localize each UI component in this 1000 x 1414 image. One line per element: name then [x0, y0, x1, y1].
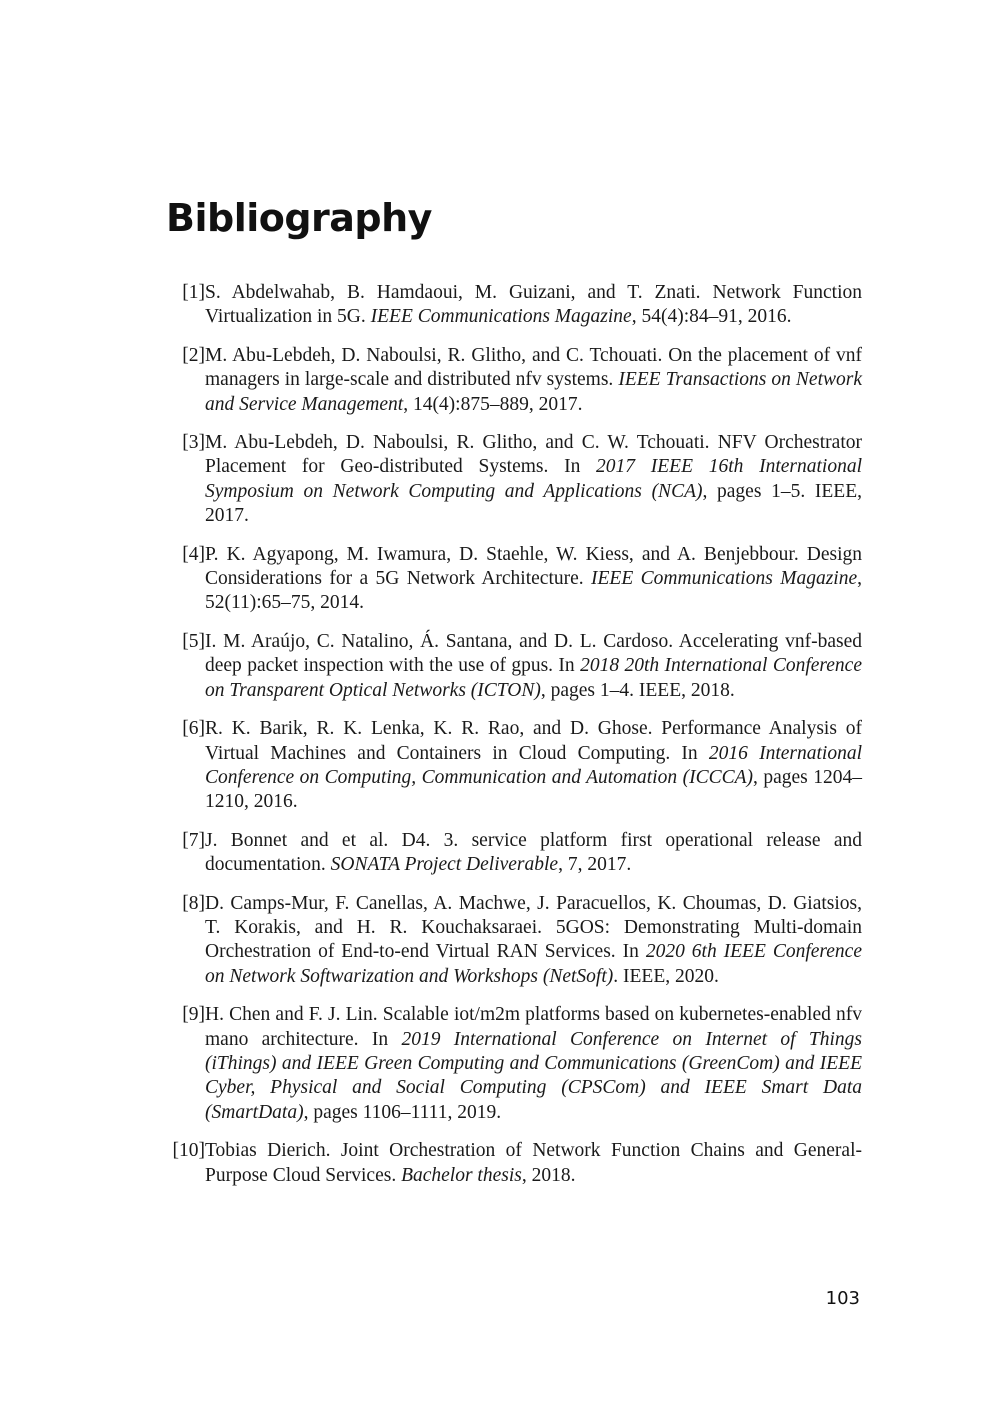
reference-entry — [160, 717, 862, 815]
reference-details: , pages 1–4. IEEE, 2018. — [540, 679, 735, 701]
reference-venue: 2017 IEEE 16th International Symposium on Network Computing and Applications (NCA) — [205, 456, 862, 502]
reference-number: [3] — [182, 432, 205, 454]
reference-authors-title: Tobias Dierich. Joint Orchestration of Network Function Chains and General-Purpose Cloud Services. — [205, 1140, 862, 1186]
bibliography-list — [160, 281, 862, 1202]
reference-details: , pages 1106–1111, 2019. — [303, 1101, 502, 1123]
reference-number: [8] — [182, 892, 205, 914]
reference-number: [1] — [182, 282, 205, 303]
reference-authors-title: M. Abu-Lebdeh, D. Naboulsi, R. Glitho, and C. W. Tchouati. NFV Orchestrator Placement for Geo-distributed Systems. In — [205, 432, 862, 478]
reference-details: , pages 1–5. IEEE, 2017. — [205, 480, 862, 527]
reference-text — [205, 829, 862, 878]
reference-entry — [160, 344, 862, 417]
reference-details: , 2018. — [521, 1164, 576, 1186]
reference-text — [205, 717, 862, 815]
reference-entry — [160, 1139, 862, 1188]
reference-venue: 2016 International Conference on Computing, Communication and Automation (ICCCA) — [205, 742, 862, 788]
reference-details: , 14(4):875–889, 2017. — [403, 393, 583, 415]
reference-number: [5] — [182, 630, 205, 652]
reference-authors-title: J. Bonnet and et al. D4. 3. service platform first operational release and documentation. — [205, 829, 862, 876]
reference-authors-title: R. K. Barik, R. K. Lenka, K. R. Rao, and D. Ghose. Performance Analysis of Virtual Machines and Containers in Cloud Computing. In — [205, 718, 862, 764]
reference-text — [205, 892, 862, 990]
reference-entry — [160, 892, 862, 990]
page-title: Bibliography — [166, 196, 432, 240]
reference-venue: 2020 6th IEEE Conference on Network Softwarization and Workshops (NetSoft) — [205, 941, 862, 987]
reference-text — [205, 344, 862, 417]
reference-venue: IEEE Communications Magazine — [591, 568, 858, 590]
reference-authors-title: M. Abu-Lebdeh, D. Naboulsi, R. Glitho, and C. Tchouati. On the placement of vnf managers in large-scale and distributed nfv systems. — [205, 344, 862, 391]
reference-entry — [160, 431, 862, 529]
reference-authors-title: P. K. Agyapong, M. Iwamura, D. Staehle, W. Kiess, and A. Benjebbour. Design Considerations for a 5G Network Architecture. — [205, 543, 862, 590]
page-number: 103 — [825, 1288, 860, 1309]
reference-number: [9] — [182, 1004, 205, 1026]
reference-entry — [160, 630, 862, 703]
reference-venue: IEEE Transactions on Network and Service Management — [205, 369, 863, 415]
reference-venue: SONATA Project Deliverable — [330, 854, 559, 876]
reference-authors-title: D. Camps-Mur, F. Canellas, A. Machwe, J. Paracuellos, K. Choumas, D. Giatsios, T. Korakis, and H. R. Kouchaksaraei. 5GOS: Demonstrating Multi-domain Orchestration of End-to-end Virtual RAN Services. In — [205, 892, 862, 963]
reference-details: , pages 1204–1210, 2016. — [205, 766, 862, 813]
reference-text — [205, 1003, 862, 1125]
reference-text — [205, 281, 862, 330]
reference-entry — [160, 281, 862, 330]
reference-venue: Bachelor thesis — [401, 1164, 522, 1186]
reference-details: , 52(11):65–75, 2014. — [205, 568, 862, 614]
reference-details: , 7, 2017. — [558, 854, 632, 876]
reference-venue: 2019 International Conference on Internet of Things (iThings) and IEEE Green Computing and Communications (GreenCom) and IEEE Cyber, Physical and Social Computing (CPSCom) and IEEE Smart Data (SmartData) — [205, 1028, 862, 1123]
reference-number: [10] — [172, 1140, 205, 1162]
reference-text — [205, 543, 862, 616]
reference-number: [2] — [182, 344, 205, 366]
reference-number: [7] — [182, 829, 205, 851]
reference-entry — [160, 829, 862, 878]
reference-text — [205, 1139, 862, 1188]
reference-text — [205, 431, 862, 529]
reference-entry — [160, 1003, 862, 1125]
reference-text — [205, 630, 862, 703]
reference-authors-title: S. Abdelwahab, B. Hamdaoui, M. Guizani, and T. Znati. Network Function Virtualization in 5G. — [205, 282, 862, 328]
reference-venue: 2018 20th International Conference on Transparent Optical Networks (ICTON) — [205, 655, 862, 701]
reference-entry — [160, 543, 862, 616]
reference-venue: IEEE Communications Magazine — [370, 306, 632, 328]
reference-authors-title: H. Chen and F. J. Lin. Scalable iot/m2m platforms based on kubernetes-enabled nfv mano architecture. In — [205, 1004, 862, 1050]
reference-number: [6] — [182, 718, 205, 740]
reference-details: , 54(4):84–91, 2016. — [631, 306, 792, 328]
reference-authors-title: I. M. Araújo, C. Natalino, Á. Santana, and D. L. Cardoso. Accelerating vnf-based deep packet inspection with the use of gpus. In — [205, 630, 862, 677]
reference-number: [4] — [182, 543, 205, 565]
reference-details: . IEEE, 2020. — [613, 965, 719, 987]
